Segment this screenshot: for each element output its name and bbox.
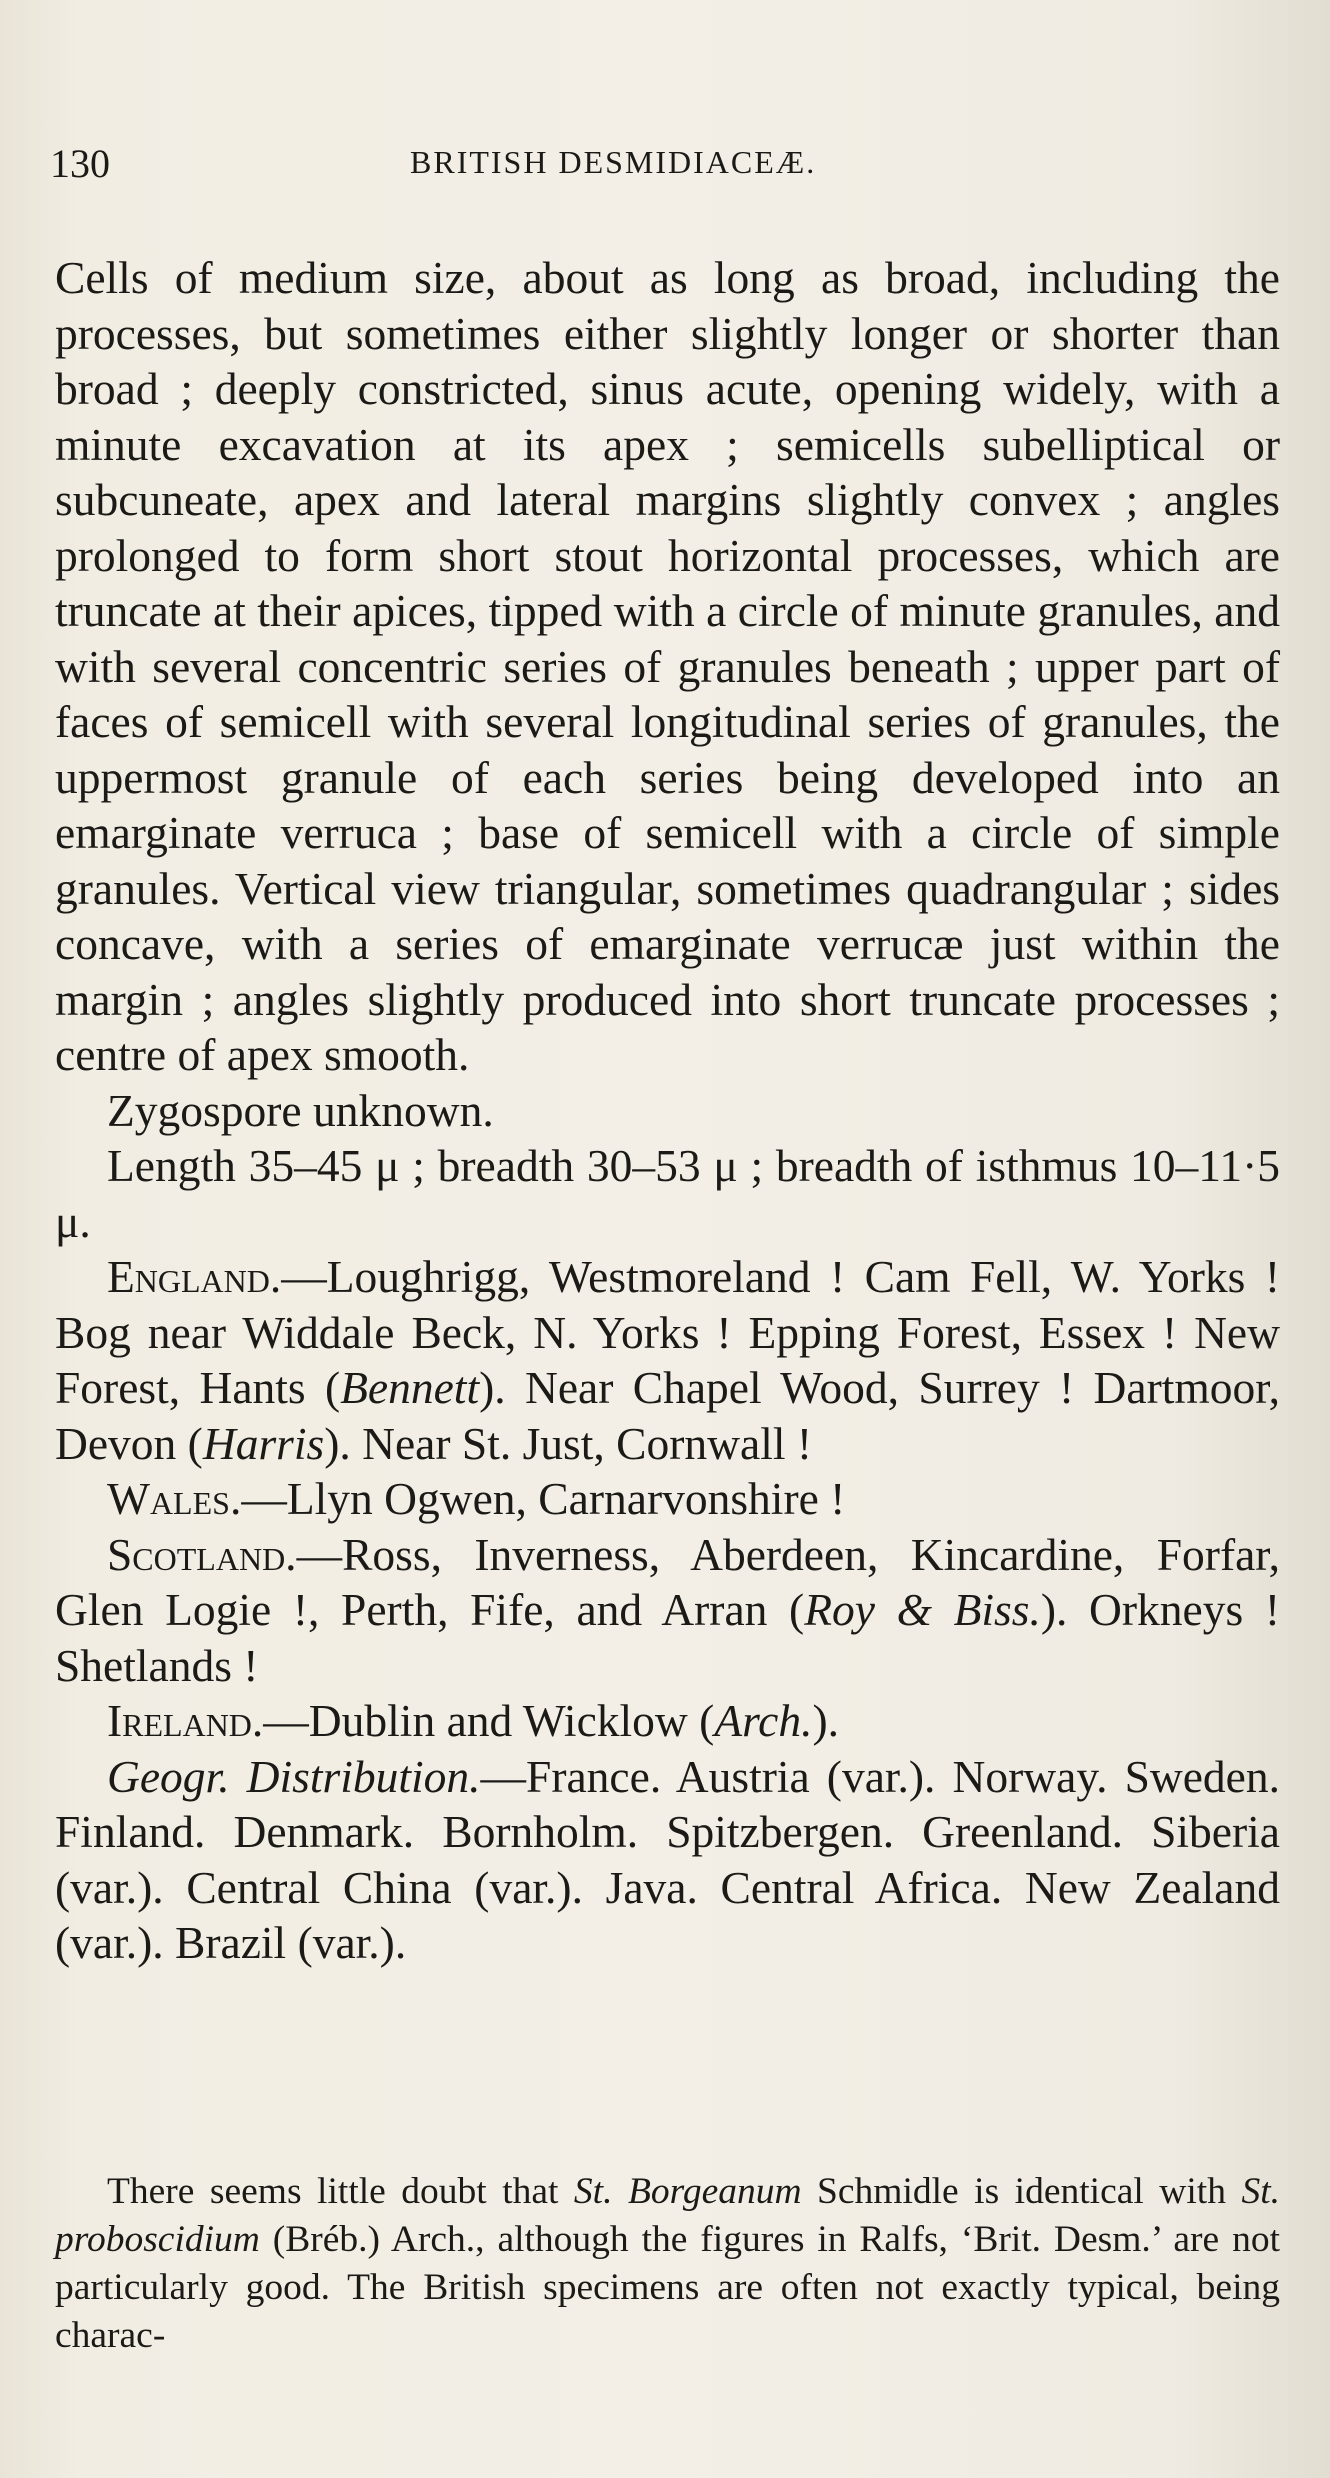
- england-localities: [55, 1249, 1280, 1471]
- region-label-ireland: Ireland.: [107, 1695, 264, 1746]
- region-label-england: England.: [107, 1251, 282, 1302]
- scotland-text: —Ross, Inverness, Aberdeen, Kincardine, Forfar, Glen Logie !, Perth, Fife, and Arran (: [55, 1528, 1280, 1635]
- citation-harris: Harris: [202, 1417, 325, 1469]
- note-text-2: Schmidle is identical with: [801, 2171, 1242, 2212]
- ireland-text-2: ).: [812, 1695, 839, 1746]
- note-text-1: There seems little doubt that: [107, 2171, 574, 2212]
- region-label-scotland: Scotland.: [107, 1528, 297, 1580]
- distribution-label: Geogr. Distribution.: [107, 1750, 481, 1802]
- england-text-2: ). Near Chapel Wood, Surrey ! Dartmoor, Devon (: [55, 1362, 1280, 1469]
- note-text-3: (Bréb.) Arch., although the figures in Ralfs, ‘Brit. Desm.’ are not particularly good. The British specimens are often not exactly typical, being charac-: [55, 2219, 1280, 2356]
- ireland-text: —Dublin and Wicklow (: [263, 1695, 715, 1746]
- citation-roy-biss: Roy & Biss.: [804, 1584, 1041, 1635]
- scotland-text-2: ). Orkneys ! Shetlands !: [55, 1584, 1280, 1691]
- wales-localities: [55, 1471, 1280, 1527]
- england-text: —Loughrigg, Westmoreland ! Cam Fell, W. Yorks ! Bog near Widdale Beck, N. Yorks ! Epping Forest, Essex ! New Forest, Hants (: [55, 1251, 1280, 1413]
- region-label-wales: Wales.: [107, 1473, 242, 1524]
- england-text-3: ). Near St. Just, Cornwall !: [324, 1417, 813, 1469]
- species-name-proboscidium: St. proboscidium: [55, 2171, 1280, 2260]
- species-name-borgeanum: St. Borgeanum: [573, 2171, 802, 2212]
- cell-description-paragraph: Cells of medium size, about as long as broad, including the processes, but sometimes either slightly longer or shorter than broad ; deeply constricted, sinus acute, opening widely, with a minute excavation at its apex ; semicells subelliptical or subcuneate, apex and lateral margins slightly convex ; angles prolonged to form short stout horizontal processes, which are truncate at their apices, tipped with a circle of minute granules, and with several concentric series of granules beneath ; upper part of faces of semicell with several longitudinal series of granules, the uppermost granule of each series being developed into an emarginate verruca ; base of semicell with a circle of simple granules. Vertical view triangular, sometimes quadrangular ; sides concave, with a series of emarginate verrucæ just within the margin ; angles slightly produced into short truncate processes ; centre of apex smooth.: [55, 252, 1280, 1080]
- measurements-paragraph: Length 35–45 μ ; breadth 30–53 μ ; breadth of isthmus 10–11·5 μ.: [55, 1140, 1280, 1247]
- ireland-localities: [55, 1693, 1280, 1749]
- running-title: BRITISH DESMIDIACEÆ.: [410, 144, 817, 180]
- taxonomic-note: [55, 2168, 1280, 2360]
- wales-text: —Llyn Ogwen, Carnarvonshire !: [241, 1473, 846, 1524]
- citation-arch: Arch.: [714, 1695, 813, 1746]
- scotland-localities: [55, 1527, 1280, 1694]
- citation-bennett: Bennett: [340, 1362, 480, 1413]
- page-number: 130: [50, 141, 110, 186]
- running-head: [50, 140, 1290, 200]
- geographic-distribution: [55, 1749, 1280, 1971]
- species-description-body: [55, 250, 1280, 1971]
- zygospore-paragraph: Zygospore unknown.: [107, 1084, 494, 1136]
- distribution-text: —France. Austria (var.). Norway. Sweden. Finland. Denmark. Bornholm. Spitzbergen. Greenland. Siberia (var.). Central China (var.). Java. Central Africa. New Zealand (var.). Brazil (var.).: [55, 1750, 1280, 1968]
